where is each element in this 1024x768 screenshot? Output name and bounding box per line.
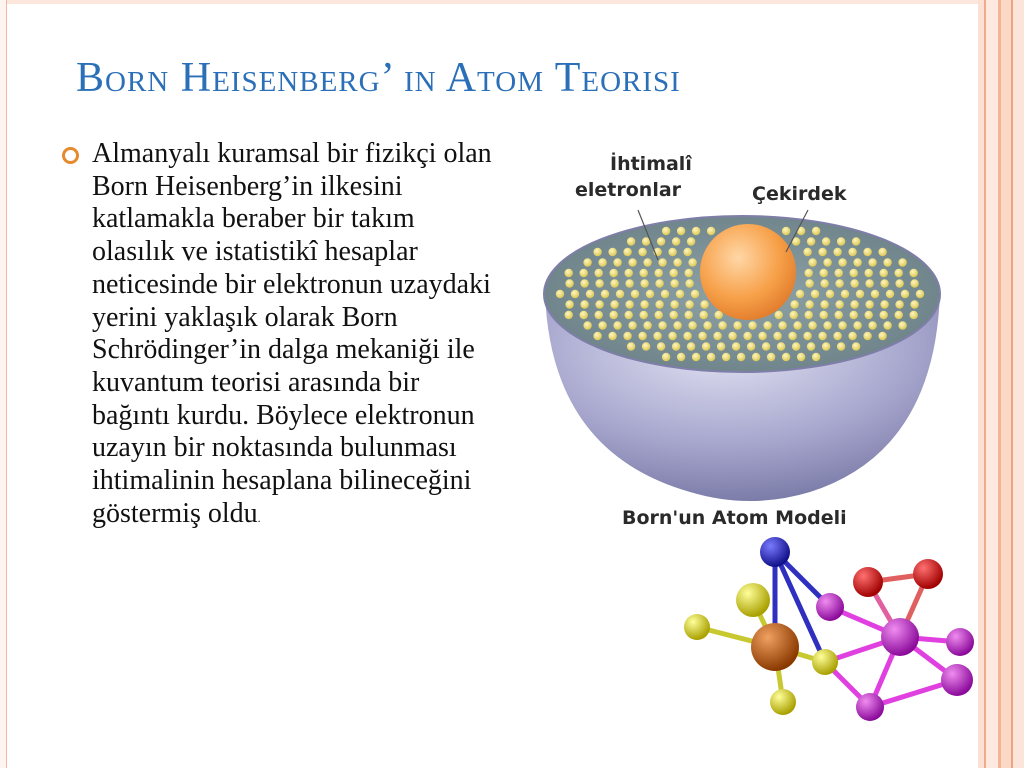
- electron-dot: [616, 290, 624, 298]
- electron-dot: [743, 332, 751, 340]
- electron-dot: [865, 269, 873, 277]
- electron-dot: [835, 300, 843, 308]
- electron-dot: [583, 258, 591, 266]
- electron-dot: [826, 290, 834, 298]
- electron-dot: [677, 227, 685, 235]
- electron-dot: [788, 332, 796, 340]
- electron-dot: [692, 353, 700, 361]
- electron-dot: [835, 311, 843, 319]
- electron-dot: [670, 300, 678, 308]
- electron-dot: [685, 300, 693, 308]
- electron-dot: [643, 258, 651, 266]
- electron-dot: [835, 279, 843, 287]
- electron-dot: [655, 269, 663, 277]
- electron-dot: [625, 300, 633, 308]
- electron-dot: [818, 248, 826, 256]
- electron-dot: [580, 300, 588, 308]
- electron-dot: [638, 332, 646, 340]
- electron-dot: [737, 353, 745, 361]
- electron-dot: [655, 300, 663, 308]
- figure-caption: Born'un Atom Modeli: [622, 507, 847, 529]
- electron-dot: [901, 290, 909, 298]
- electron-dot: [782, 227, 790, 235]
- electron-dot: [683, 332, 691, 340]
- label-electrons-line2: eletronlar: [575, 179, 682, 201]
- electron-dot: [850, 300, 858, 308]
- electron-dot: [850, 269, 858, 277]
- electron-dot: [820, 269, 828, 277]
- electron-dot: [838, 321, 846, 329]
- electron-dot: [767, 353, 775, 361]
- electron-dot: [683, 248, 691, 256]
- electron-dot: [598, 258, 606, 266]
- electron-dot: [775, 311, 783, 319]
- electron-dot: [653, 332, 661, 340]
- electron-dot: [595, 279, 603, 287]
- electron-dot: [910, 300, 918, 308]
- electron-dot: [833, 332, 841, 340]
- electron-dot: [733, 321, 741, 329]
- electron-dot: [818, 332, 826, 340]
- electron-dot: [625, 311, 633, 319]
- electron-dot: [808, 321, 816, 329]
- electron-dot: [610, 279, 618, 287]
- electron-dot: [910, 269, 918, 277]
- electron-dot: [702, 342, 710, 350]
- electron-dot: [586, 290, 594, 298]
- electron-dot: [790, 311, 798, 319]
- electron-dot: [688, 321, 696, 329]
- electron-dot: [793, 321, 801, 329]
- electron-dot: [835, 269, 843, 277]
- electron-dot: [916, 290, 924, 298]
- electron-dot: [895, 269, 903, 277]
- electron-dot: [595, 269, 603, 277]
- atom-model-figure: [540, 132, 950, 537]
- electron-dot: [803, 248, 811, 256]
- electron-dot: [763, 321, 771, 329]
- electron-dot: [833, 248, 841, 256]
- electron-dot: [593, 248, 601, 256]
- electron-dot: [807, 342, 815, 350]
- electron-dot: [613, 321, 621, 329]
- electron-dot: [773, 332, 781, 340]
- electron-dot: [805, 311, 813, 319]
- electron-dot: [685, 269, 693, 277]
- electron-dot: [880, 311, 888, 319]
- electron-dot: [880, 269, 888, 277]
- molecule-illustration: [675, 532, 975, 732]
- electron-dot: [837, 342, 845, 350]
- electron-dot: [758, 332, 766, 340]
- electron-dot: [657, 237, 665, 245]
- frame-top-border: [0, 0, 1024, 4]
- frame-right-stripes: [978, 0, 1024, 768]
- electron-dot: [640, 311, 648, 319]
- electron-dot: [808, 258, 816, 266]
- electron-dot: [822, 342, 830, 350]
- electron-dot: [803, 332, 811, 340]
- electron-dot: [782, 353, 790, 361]
- bullet-period: .: [257, 510, 261, 525]
- electron-dot: [728, 332, 736, 340]
- electron-dot: [593, 332, 601, 340]
- electron-dot: [608, 332, 616, 340]
- electron-dot: [703, 321, 711, 329]
- electron-dot: [700, 311, 708, 319]
- electron-dot: [640, 300, 648, 308]
- electron-dot: [661, 290, 669, 298]
- electron-dot: [747, 342, 755, 350]
- electron-dot: [865, 279, 873, 287]
- electron-dot: [662, 353, 670, 361]
- electron-dot: [863, 332, 871, 340]
- electron-dot: [580, 279, 588, 287]
- electron-dot: [895, 279, 903, 287]
- electron-dot: [580, 311, 588, 319]
- electron-dot: [565, 300, 573, 308]
- electron-dot: [571, 290, 579, 298]
- electron-dot: [796, 290, 804, 298]
- bullet-text: Almanyalı kuramsal bir fizikçi olan Born Heisenberg’in ilkesini katlamakla beraber bir takım olasılık ve istatistikî hesaplar neticesinde bir elektronun uzaydaki yerini yaklaşık olarak Born Schrödinger’in dalga mekaniği ile kuvantum teorisi arasında bir bağıntı kurdu. Böylece elektronun uzayın bir noktasında bulunması ihtimalinin hesaplana bilineceğini göstermiş oldu: [92, 138, 492, 529]
- electron-dot: [748, 321, 756, 329]
- electron-dot: [895, 300, 903, 308]
- electron-dot: [790, 300, 798, 308]
- electron-dot: [880, 279, 888, 287]
- electron-dot: [805, 300, 813, 308]
- electron-dot: [850, 311, 858, 319]
- electron-dot: [613, 258, 621, 266]
- electron-dot: [805, 279, 813, 287]
- electron-dot: [662, 227, 670, 235]
- electron-dot: [676, 290, 684, 298]
- electron-dot: [608, 248, 616, 256]
- electron-dot: [805, 269, 813, 277]
- electron-dot: [910, 311, 918, 319]
- electron-dot: [677, 353, 685, 361]
- electron-dot: [841, 290, 849, 298]
- electron-dot: [752, 353, 760, 361]
- electron-dot: [610, 311, 618, 319]
- electron-dot: [687, 342, 695, 350]
- electron-dot: [692, 227, 700, 235]
- electron-dot: [838, 258, 846, 266]
- electron-dot: [878, 332, 886, 340]
- electron-dot: [646, 290, 654, 298]
- electron-dot: [655, 279, 663, 287]
- electron-dot: [658, 258, 666, 266]
- electron-dot: [685, 279, 693, 287]
- electron-dot: [631, 290, 639, 298]
- electron-dot: [687, 237, 695, 245]
- electron-dot: [707, 227, 715, 235]
- electron-dot: [595, 300, 603, 308]
- electron-dot: [878, 248, 886, 256]
- electron-dot: [670, 279, 678, 287]
- electron-dot: [583, 321, 591, 329]
- electron-dot: [886, 290, 894, 298]
- label-electrons-line1: İhtimalî: [610, 153, 692, 175]
- electron-dot: [623, 332, 631, 340]
- electron-dot: [853, 321, 861, 329]
- electron-dot: [565, 311, 573, 319]
- electron-dot: [658, 321, 666, 329]
- electron-dot: [565, 269, 573, 277]
- electron-dot: [668, 248, 676, 256]
- electron-dot: [713, 332, 721, 340]
- electron-dot: [628, 321, 636, 329]
- electron-dot: [556, 290, 564, 298]
- electron-dot: [610, 300, 618, 308]
- electron-dot: [670, 311, 678, 319]
- electron-dot: [762, 342, 770, 350]
- electron-dot: [820, 300, 828, 308]
- electron-dot: [853, 258, 861, 266]
- electron-dot: [707, 353, 715, 361]
- electron-dot: [812, 227, 820, 235]
- electron-dot: [625, 269, 633, 277]
- electron-dot: [792, 342, 800, 350]
- electron-dot: [595, 311, 603, 319]
- ring-bullet-icon: [62, 147, 79, 164]
- electron-dot: [672, 237, 680, 245]
- electron-dot: [718, 321, 726, 329]
- bullet-paragraph: [92, 138, 492, 534]
- electron-dot: [640, 279, 648, 287]
- electron-dot: [601, 290, 609, 298]
- electron-dot: [777, 342, 785, 350]
- electron-dot: [691, 290, 699, 298]
- electron-dot: [700, 300, 708, 308]
- electron-dot: [868, 321, 876, 329]
- electron-dot: [655, 311, 663, 319]
- electron-dot: [685, 311, 693, 319]
- electron-dot: [672, 342, 680, 350]
- electron-dot: [580, 269, 588, 277]
- electron-dot: [850, 279, 858, 287]
- electron-dot: [688, 258, 696, 266]
- electron-dot: [898, 321, 906, 329]
- electron-dot: [598, 321, 606, 329]
- electron-dot: [820, 279, 828, 287]
- electron-dot: [657, 342, 665, 350]
- electron-dot: [670, 269, 678, 277]
- electron-dot: [625, 279, 633, 287]
- electron-dot: [628, 258, 636, 266]
- electron-dot: [822, 237, 830, 245]
- electron-dot: [717, 342, 725, 350]
- slide-title: Born Heisenberg’ in Atom Teorisi: [76, 55, 681, 101]
- electron-dot: [673, 321, 681, 329]
- electron-dot: [812, 353, 820, 361]
- electron-dot: [865, 300, 873, 308]
- electron-dot: [642, 342, 650, 350]
- electron-dot: [638, 248, 646, 256]
- electron-dot: [807, 237, 815, 245]
- label-nucleus: Çekirdek: [752, 183, 847, 205]
- electron-dot: [778, 321, 786, 329]
- nucleus-sphere: [700, 224, 796, 320]
- electron-dot: [823, 321, 831, 329]
- electron-dot: [852, 237, 860, 245]
- electron-dot: [871, 290, 879, 298]
- electron-dot: [811, 290, 819, 298]
- electron-dot: [883, 258, 891, 266]
- electron-dot: [823, 258, 831, 266]
- frame-left-border: [0, 0, 7, 768]
- electron-dot: [820, 311, 828, 319]
- electron-dot: [797, 353, 805, 361]
- electron-dot: [895, 311, 903, 319]
- electron-dot: [610, 269, 618, 277]
- electron-dot: [837, 237, 845, 245]
- electron-dot: [643, 321, 651, 329]
- electron-dot: [863, 248, 871, 256]
- electron-dot: [640, 269, 648, 277]
- electron-dot: [910, 279, 918, 287]
- electron-dot: [565, 279, 573, 287]
- electron-dot: [852, 342, 860, 350]
- electron-dot: [627, 237, 635, 245]
- electron-dot: [623, 248, 631, 256]
- electron-dot: [673, 258, 681, 266]
- electron-dot: [627, 342, 635, 350]
- electron-dot: [883, 321, 891, 329]
- electron-dot: [856, 290, 864, 298]
- electron-dot: [698, 332, 706, 340]
- electron-dot: [865, 311, 873, 319]
- electron-dot: [848, 248, 856, 256]
- electron-dot: [848, 332, 856, 340]
- electron-dot: [722, 353, 730, 361]
- electron-dot: [868, 258, 876, 266]
- electron-dot: [732, 342, 740, 350]
- electron-dot: [898, 258, 906, 266]
- electron-dot: [880, 300, 888, 308]
- electron-dot: [668, 332, 676, 340]
